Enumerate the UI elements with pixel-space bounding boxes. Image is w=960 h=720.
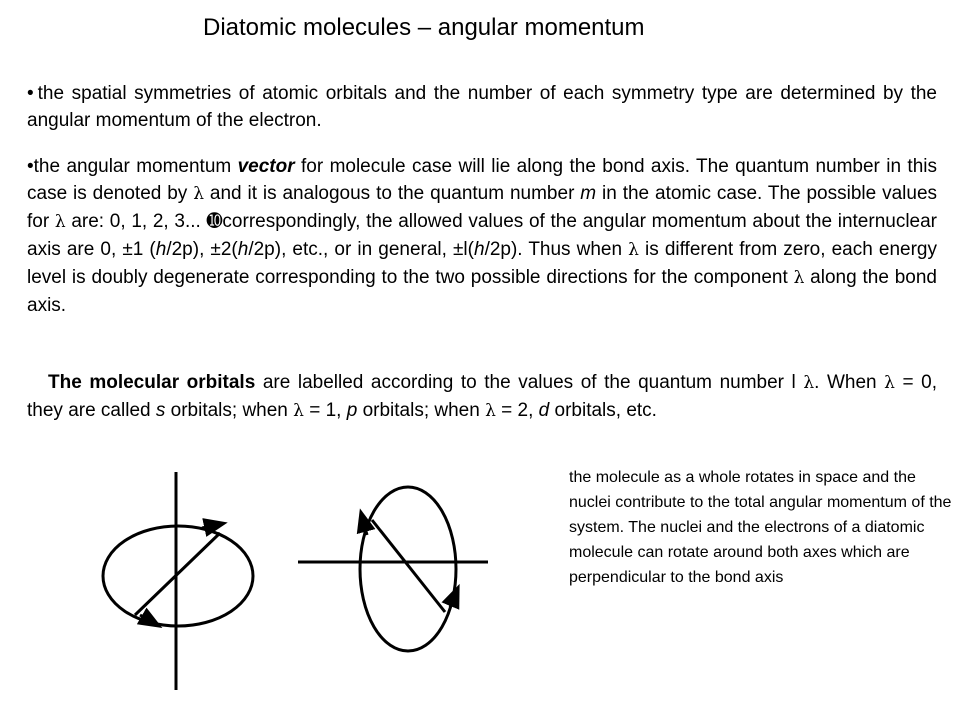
rotation-arrow — [202, 525, 216, 528]
lambda-symbol: λ — [803, 373, 815, 393]
orbit-ellipse — [360, 487, 456, 651]
lambda-symbol: λ — [54, 212, 66, 232]
text-run: is different from zero, each energy level is doubly degenerate corresponding to the two possible directions for the component — [27, 239, 937, 288]
bond-axis — [372, 520, 445, 612]
rotation-diagram-horizontal-ellipse — [90, 470, 280, 692]
bullet: • — [27, 83, 34, 104]
paragraph-angular-momentum — [27, 153, 937, 319]
lambda-symbol: λ — [293, 401, 304, 421]
emphasis-h: h — [473, 239, 485, 260]
orbit-ellipse — [103, 526, 253, 626]
bullet: • — [27, 156, 34, 177]
lambda-symbol: λ — [193, 184, 204, 204]
text-run: in the atomic case. The possible values for — [27, 183, 938, 232]
text-run: . When — [814, 372, 885, 393]
text-run: are labelled according to the values of the quantum number l — [255, 372, 804, 393]
page-title: Diatomic molecules – angular momentum — [203, 14, 645, 41]
text-run: orbitals; when — [165, 400, 294, 421]
emphasis-s: s — [155, 400, 166, 421]
lambda-symbol: λ — [485, 401, 496, 421]
text-run: orbitals; when — [357, 400, 486, 421]
text-run: orbitals, etc. — [549, 400, 657, 421]
text-run: correspondingly, the allowed values of the angular momentum about the internuclear axis are 0, ±1 ( — [27, 211, 938, 260]
strong-molecular-orbitals: The molecular orbitals — [48, 372, 256, 393]
lambda-symbol: λ — [884, 373, 895, 393]
emphasis-m: m — [580, 183, 597, 204]
emphasis-p: p — [346, 400, 358, 421]
arrow-symbol: ➓ — [206, 211, 223, 232]
text-run: /2p), ±2( — [166, 239, 238, 260]
text-run: /2p), etc., or in general, ±l( — [248, 239, 474, 260]
emphasis-h: h — [237, 239, 249, 260]
emphasis-h: h — [155, 239, 167, 260]
text-run: = 0, they are called — [27, 372, 937, 421]
paragraph-text: the spatial symmetries of atomic orbitals and the number of each symmetry type are determined by the angular momentum of the electron. — [27, 83, 937, 131]
rotation-diagram-vertical-ellipse — [290, 475, 490, 675]
text-run: for molecule case will lie along the bond axis. The quantum number in this case is denoted by — [27, 156, 937, 204]
emphasis-d: d — [538, 400, 550, 421]
lambda-symbol: λ — [793, 268, 805, 288]
text-run: are: 0, 1, 2, 3... — [65, 211, 207, 232]
paragraph-symmetries — [27, 80, 937, 134]
emphasis-vector: vector — [237, 156, 295, 177]
text-run: along the bond axis. — [27, 267, 937, 316]
text-run: /2p). Thus when — [484, 239, 629, 260]
text-run: the angular momentum — [33, 156, 238, 177]
text-run: = 1, — [303, 400, 347, 421]
text-run: and it is analogous to the quantum number — [203, 183, 581, 204]
lambda-symbol: λ — [628, 240, 639, 260]
text-run: = 2, — [495, 400, 539, 421]
side-note: the molecule as a whole rotates in space and the nuclei contribute to the total angular momentum of the system. The nuclei and the electrons of a diatomic molecule can rotate around both axes which are perpendicular to the bond axis — [569, 469, 952, 586]
paragraph-molecular-orbitals — [27, 369, 937, 425]
